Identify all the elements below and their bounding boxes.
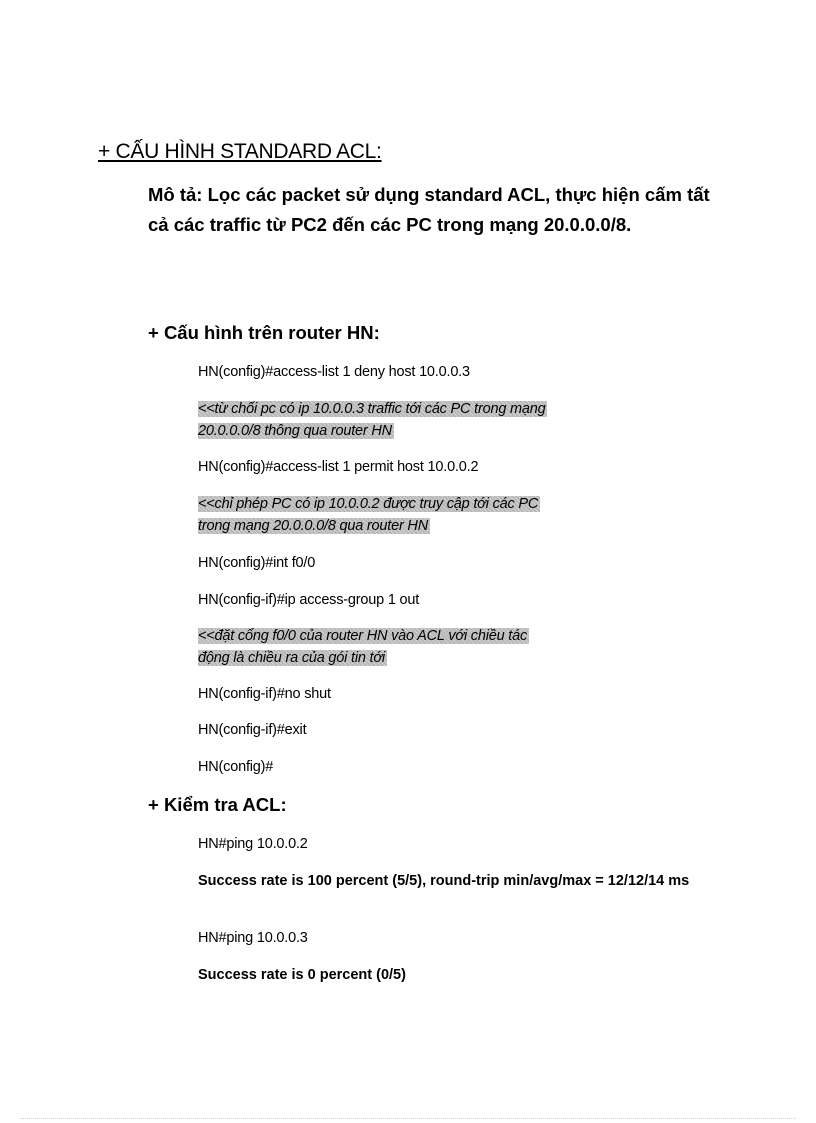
comment-line: động là chiều ra của gói tin tới bbox=[198, 650, 385, 666]
acl-check-title: + Kiểm tra ACL: bbox=[148, 794, 287, 815]
comment-note bbox=[198, 625, 529, 669]
command-line: HN(config)#int f0/0 bbox=[198, 555, 316, 571]
command-line: HN#ping 10.0.0.3 bbox=[198, 930, 308, 946]
command-line: HN(config)# bbox=[198, 759, 274, 775]
comment-line: <<đặt cổng f0/0 của router HN vào ACL với chiều tác bbox=[198, 628, 528, 644]
ping-result: Success rate is 0 percent (0/5) bbox=[198, 967, 406, 983]
comment-line: <<chỉ phép PC có ip 10.0.0.2 được truy cập tới các PC bbox=[198, 496, 539, 512]
page-heading: + CẤU HÌNH STANDARD ACL: bbox=[98, 140, 382, 163]
footer-divider bbox=[20, 1118, 796, 1119]
router-config-title: + Cấu hình trên router HN: bbox=[148, 322, 380, 343]
comment-line: <<từ chối pc có ip 10.0.0.3 traffic tới các PC trong mạng bbox=[198, 401, 546, 417]
description: Mô tả: Lọc các packet sử dụng standard ACL, thực hiện cấm tất cả các traffic từ PC2 đến các PC trong mạng 20.0.0.0/8. bbox=[148, 184, 710, 235]
command-line: HN(config-if)#exit bbox=[198, 722, 307, 738]
comment-line: trong mạng 20.0.0.0/8 qua router HN bbox=[198, 518, 428, 534]
command-line: HN#ping 10.0.0.2 bbox=[198, 836, 308, 852]
comment-note bbox=[198, 398, 547, 442]
command-line: HN(config-if)#ip access-group 1 out bbox=[198, 592, 420, 608]
ping-result: Success rate is 100 percent (5/5), round-trip min/avg/max = 12/12/14 ms bbox=[198, 873, 690, 889]
command-line: HN(config-if)#no shut bbox=[198, 686, 331, 702]
comment-line: 20.0.0.0/8 thông qua router HN bbox=[198, 423, 392, 439]
comment-note bbox=[198, 493, 540, 537]
command-line: HN(config)#access-list 1 deny host 10.0.0.3 bbox=[198, 364, 470, 380]
command-line: HN(config)#access-list 1 permit host 10.0.0.2 bbox=[198, 459, 479, 475]
